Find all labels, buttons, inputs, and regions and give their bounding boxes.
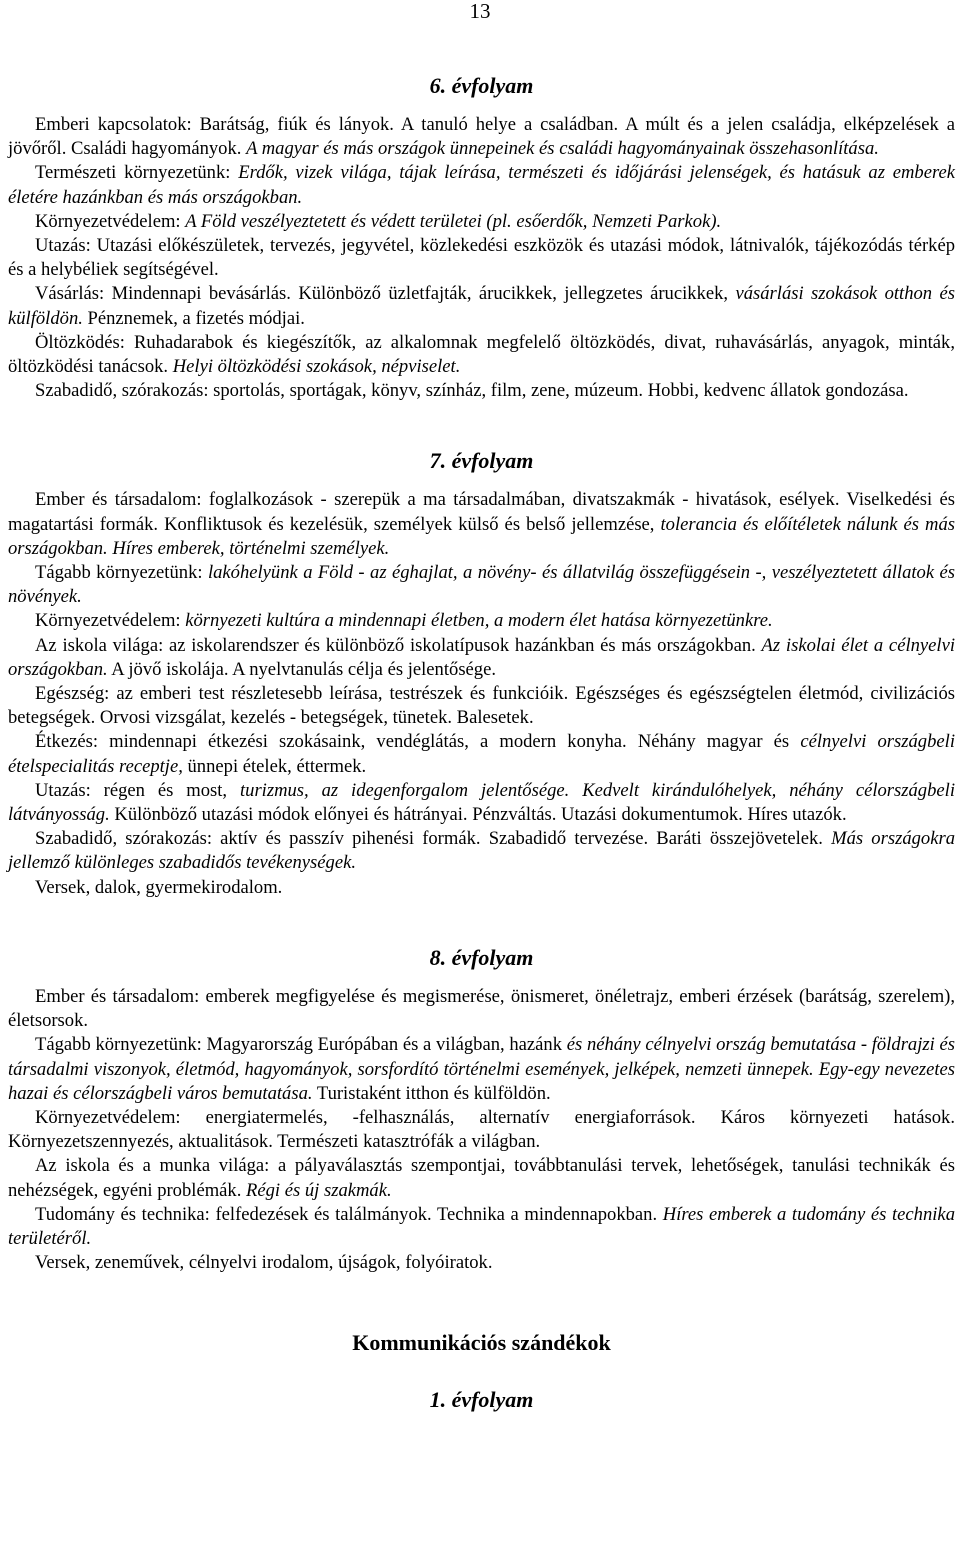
topic-paragraph (8, 779, 955, 827)
topic-paragraph (8, 985, 955, 1033)
document-body (8, 64, 955, 1414)
topic-paragraph (8, 234, 955, 282)
text-run: Étkezés: mindennapi étkezési szokásaink, vendéglátás, a modern konyha. Néhány magyar és (35, 731, 801, 753)
italic-text-run: környezeti kultúra a mindennapi életben, a modern élet hatása környezetünkre. (185, 610, 773, 632)
text-run: Vásárlás: Mindennapi bevásárlás. Különböző üzletfajták, árucikkek, jellegzetes árucikkek, (35, 283, 736, 305)
italic-text-run: lakóhelyünk a Föld - az éghajlat, a növény- és állatvilág összefüggésein -, veszélyeztetett állatok és növények. (8, 562, 955, 608)
text-run: Ember és társadalom: emberek megfigyelése és megismerése, önismeret, önéletrajz, emberi érzések (barátság, szerelem), életsorsok. (8, 985, 955, 1032)
text-run: Környezetvédelem: (35, 210, 186, 232)
text-run: Az iskola és a munka világa: a pályaválasztás szempontjai, továbbtanulási tervek, lehetőségek, tanulási technikák és nehézségek, egyéni problémák. (8, 1155, 955, 1201)
text-run: Környezetvédelem: energiatermelés, -felhasználás, alternatív energiaforrások. Káros környezeti hatások. Környezetszennyezés, aktualitások. Természeti katasztrófák a világban. (8, 1106, 955, 1153)
text-run: Tudomány és technika: felfedezések és találmányok. Technika a mindennapokban. (35, 1203, 663, 1225)
italic-text-run: A Föld veszélyeztetett és védett területei (pl. esőerdők, Nemzeti Parkok). (185, 210, 722, 232)
text-run: Különböző utazási módok előnyei és hátrányai. Pénzváltás. Utazási dokumentumok. Híres utazók. (109, 804, 847, 826)
topic-paragraph (8, 488, 955, 561)
text-run: Egészség: az emberi test részletesebb leírása, testrészek és funkcióik. Egészséges és egészségtelen életmód, civilizációs betegségek. Orvosi vizsgálat, kezelés - betegségek, tünetek. Balesetek. (8, 683, 955, 729)
text-run: Környezetvédelem: (35, 610, 186, 632)
topic-paragraph (8, 609, 955, 633)
topic-paragraph (8, 379, 955, 403)
curriculum-sections (8, 72, 955, 1275)
italic-text-run: Más országokra jellemző különleges szabadidős tevékenységek. (8, 828, 955, 874)
italic-text-run: célnyelvi országbeli ételspecialitás receptje, (8, 731, 955, 777)
topic-paragraph (8, 730, 955, 778)
topic-paragraph (8, 1203, 955, 1251)
page-number: 13 (469, 0, 491, 23)
italic-text-run: A magyar és más országok ünnepeinek és családi hagyományainak összehasonlítása. (246, 138, 879, 160)
topic-paragraph (8, 161, 955, 209)
topic-paragraph (8, 113, 955, 161)
section-heading: 7. évfolyam (429, 448, 534, 474)
text-run: A jövő iskolája. A nyelvtanulás célja és jelentősége. (107, 658, 497, 680)
italic-text-run: Régi és új szakmák. (246, 1179, 392, 1201)
section-heading: 8. évfolyam (429, 944, 534, 970)
topic-paragraph (8, 210, 955, 234)
text-run: Versek, zeneművek, célnyelvi irodalom, újságok, folyóiratok. (35, 1252, 493, 1274)
italic-text-run: turizmus, az idegenforgalom jelentősége. Kedvelt kirándulóhelyek, néhány célországbeli látványosság. (8, 779, 955, 826)
topic-paragraph (8, 682, 955, 730)
grade-heading-1: 1. évfolyam (429, 1387, 534, 1413)
topic-paragraph (8, 634, 955, 682)
text-run: Utazás: Utazási előkészületek, tervezés, jegyvétel, közlekedési eszközök és utazási módok, látnivalók, tájékozódás térkép és a helybéliek segítségével. (8, 235, 955, 281)
topic-paragraph (8, 1154, 955, 1202)
text-run: ünnepi ételek, éttermek. (182, 755, 367, 777)
section-heading: 6. évfolyam (429, 73, 534, 98)
topic-paragraph (8, 827, 955, 875)
italic-text-run: tolerancia és előítéletek nálunk és más országokban. Híres emberek, történelmi személyek. (8, 513, 955, 559)
italic-text-run: Híres emberek a tudomány és technika területéről. (8, 1203, 955, 1249)
topic-paragraph (8, 1251, 955, 1275)
italic-text-run: Az iskolai élet a célnyelvi országokban. (8, 634, 955, 680)
topic-paragraph (8, 561, 955, 609)
text-run: Turistaként itthon és külföldön. (312, 1082, 551, 1104)
text-run: Szabadidő, szórakozás: sportolás, sportágak, könyv, színház, film, zene, múzeum. Hobbi, kedvenc állatok gondozása. (35, 380, 909, 402)
topic-paragraph (8, 1033, 955, 1106)
text-run: Tágabb környezetünk: Magyarország Európában és a világban, hazánk (35, 1034, 567, 1056)
text-run: Ember és társadalom: foglalkozások - szerepük a ma társadalmában, divatszakmák - hivatások, esélyek. Viselkedési és magatartási formák. Konfliktusok és kezelésük, személyek külső és belső jellemzése, (8, 489, 955, 535)
text-run: Versek, dalok, gyermekirodalom. (35, 876, 283, 898)
text-run: Öltözködés: Ruhadarabok és kiegészítők, az alkalomnak megfelelő öltözködés, divat, ruhavásárlás, anyagok, minták, öltözködési tanácsok. (8, 331, 955, 378)
topic-paragraph (8, 331, 955, 379)
text-run: Természeti környezetünk: (35, 162, 239, 184)
text-run: Tágabb környezetünk: (35, 562, 208, 584)
text-run: Az iskola világa: az iskolarendszer és különböző iskolatípusok hazánkban és más országokban. (35, 634, 762, 656)
text-run: Pénznemek, a fizetés módjai. (82, 307, 305, 329)
topic-paragraph (8, 1106, 955, 1154)
italic-text-run: Erdők, vizek világa, tájak leírása, természeti és időjárási jelenségek, és hatásuk az emberek életére hazánkban és más országokban. (8, 162, 955, 208)
italic-text-run: Helyi öltözködési szokások, népviselet. (172, 356, 461, 378)
text-run: Emberi kapcsolatok: Barátság, fiúk és lányok. A tanuló helye a családban. A múlt és a jelen családja, elképzelések a jövőről. Családi hagyományok. (8, 114, 955, 160)
text-run: Szabadidő, szórakozás: aktív és passzív pihenési formák. Szabadidő tervezése. Baráti összejövetelek. (35, 828, 832, 850)
text-run: Utazás: régen és most, (35, 779, 240, 801)
topic-paragraph (8, 876, 955, 900)
communication-heading: Kommunikációs szándékok (352, 1330, 611, 1356)
italic-text-run: és néhány célnyelvi ország bemutatása - földrajzi és társadalmi viszonyok, életmód, hagyományok, sorsfordító történelmi események, jelképek, nemzeti ünnepek. Egy-egy nevezetes hazai és célországbeli város bemutatása. (8, 1034, 955, 1104)
topic-paragraph (8, 282, 955, 330)
italic-text-run: vásárlási szokások otthon és külföldön. (8, 283, 955, 329)
